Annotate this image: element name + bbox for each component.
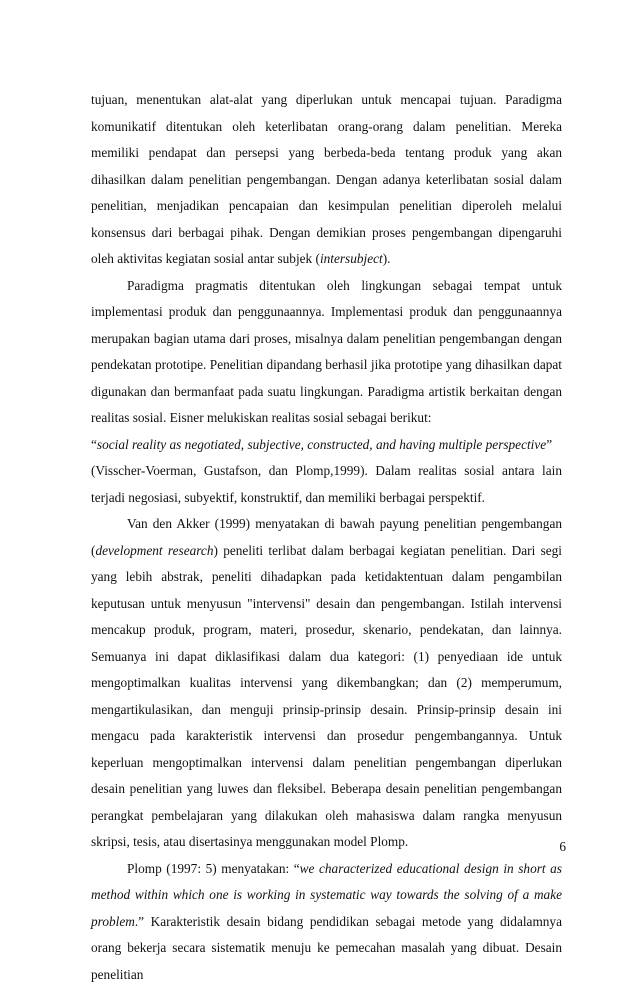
quote-text: social reality as negotiated, subjective, constructed, and having multiple perspective	[97, 437, 546, 452]
italic-term: development research	[95, 543, 213, 558]
paragraph-communicative	[91, 87, 562, 273]
paragraph-text: Van den Akker (1999) menyatakan di bawah payung penelitian pengembangan (	[91, 516, 562, 558]
paragraph-text: (Visscher-Voerman, Gustafson, dan Plomp,1999). Dalam realitas sosial antara lain terjadi negosiasi, subyektif, konstruktif, dan memiliki berbagai perspektif.	[91, 463, 562, 505]
paragraph-van-den-akker	[91, 511, 562, 856]
paragraph-text: Plomp (1997: 5) menyatakan: “	[127, 861, 300, 876]
quote-mark: “	[91, 437, 97, 452]
paragraph-text: Paradigma pragmatis ditentukan oleh lingkungan sebagai tempat untuk implementasi produk dan penggunaannya. Implementasi produk dan penggunaannya merupakan bagian utama dari proses, misalnya dalam penelitian pengembangan dengan pendekatan prototipe. Penelitian dipandang berhasil jika prototipe yang dihasilkan dapat digunakan dan bermanfaat pada suatu lingkungan. Paradigma artistik berkaitan dengan realitas sosial. Eisner melukiskan realitas sosial sebagai berikut:	[91, 278, 562, 426]
paragraph-plomp	[91, 856, 562, 988]
paragraph-pragmatic	[91, 273, 562, 432]
italic-term: intersubject	[320, 251, 383, 266]
paragraph-citation	[91, 458, 562, 511]
body-text	[91, 87, 562, 988]
quote-mark: ”	[546, 437, 552, 452]
quote-eisner	[91, 432, 562, 459]
paragraph-text: tujuan, menentukan alat-alat yang diperlukan untuk mencapai tujuan. Paradigma komunikatif ditentukan oleh keterlibatan orang-orang dalam penelitian. Mereka memiliki pendapat dan persepsi yang berbeda-beda tentang produk yang akan dihasilkan dalam penelitian pengembangan. Dengan adanya keterlibatan sosial dalam penelitian, menjadikan pencapaian dan kesimpulan penelitian diperoleh melalui konsensus dari berbagai pihak. Dengan demikian proses pengembangan dipengaruhi oleh aktivitas kegiatan sosial antar subjek (	[91, 92, 562, 266]
page-number: 6	[546, 839, 566, 855]
paragraph-text: ).	[383, 251, 391, 266]
quote-text: we characterized educational design in short as method within which one is working in systematic way towards the solving of a make problem	[91, 861, 562, 929]
paragraph-text: ) peneliti terlibat dalam berbagai kegiatan penelitian. Dari segi yang lebih abstrak, peneliti dihadapkan pada ketidaktentuan dalam pengambilan keputusan untuk menyusun "intervensi" desain dan pengembangan. Istilah intervensi mencakup produk, program, materi, prosedur, skenario, pendekatan, dan lainnya. Semuanya ini dapat diklasifikasi dalam dua kategori: (1) penyediaan ide untuk mengoptimalkan kualitas intervensi yang dikembangkan; dan (2) memperumum, mengartikulasikan, dan menguji prinsip-prinsip desain. Prinsip-prinsip desain ini mengacu pada karakteristik intervensi dan prosedur pengembangannya. Untuk keperluan mengoptimalkan intervensi dalam penelitian pengembangan diperlukan desain penelitian yang luwes dan fleksibel. Beberapa desain penelitian pengembangan perangkat pembelajaran yang dilakukan oleh mahasiswa dalam rangka menyusun skripsi, tesis, atau disertasinya menggunakan model Plomp.	[91, 543, 562, 850]
paragraph-text: .” Karakteristik desain bidang pendidikan sebagai metode yang didalamnya orang bekerja secara sistematik menuju ke pemecahan masalah yang dibuat. Desain penelitian	[91, 914, 562, 982]
